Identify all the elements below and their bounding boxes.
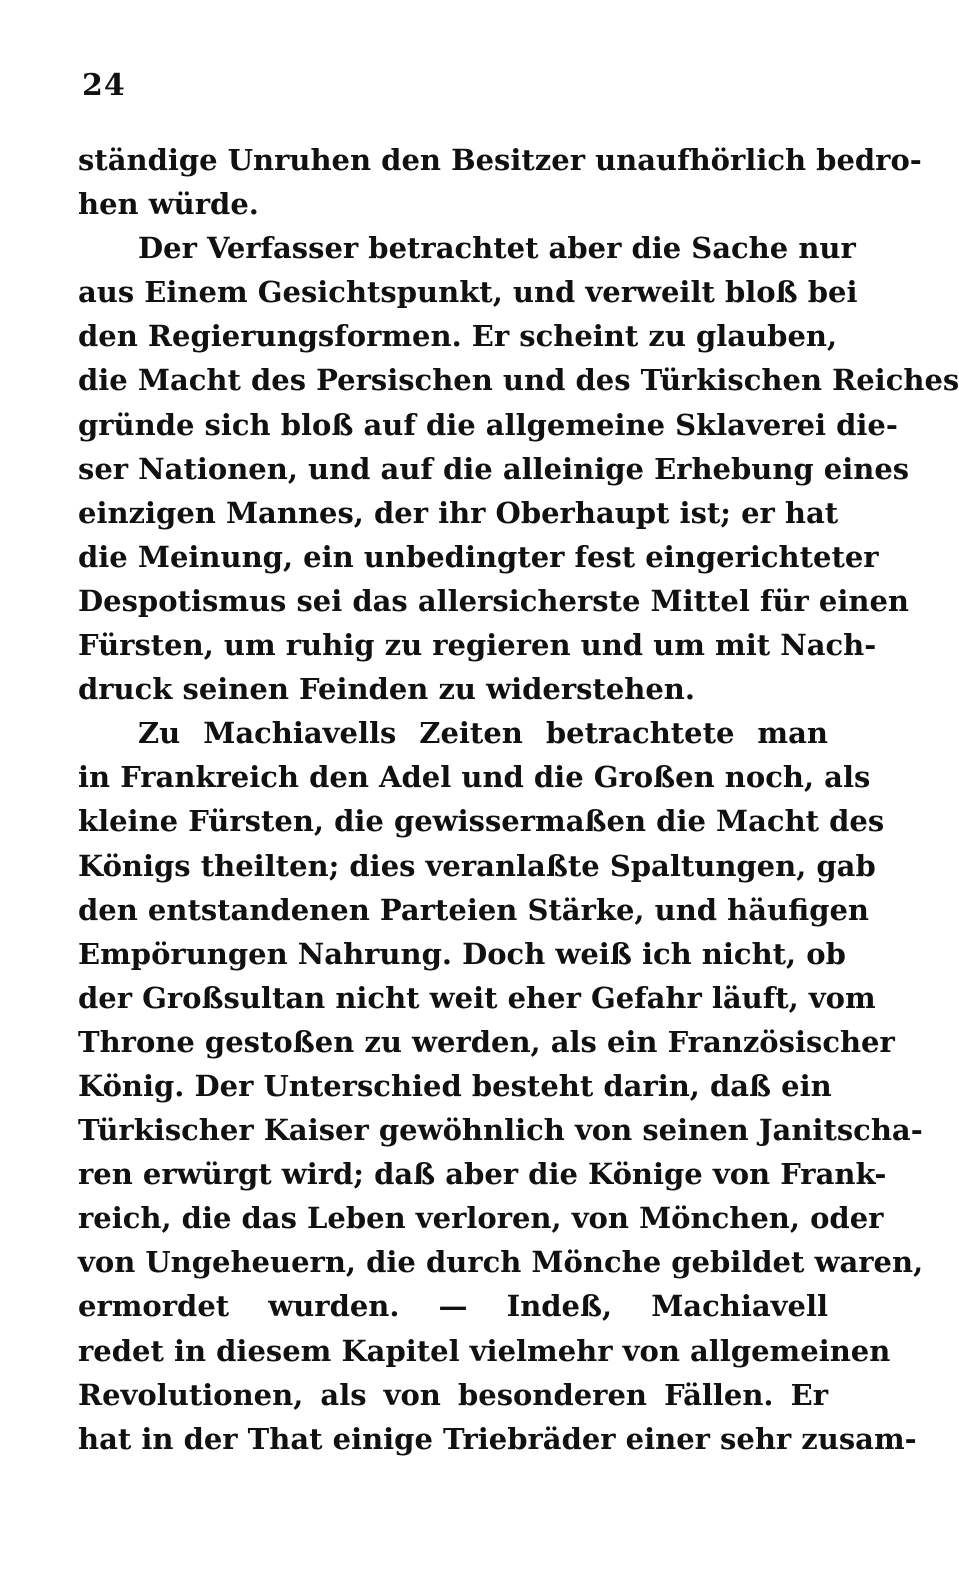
- text-line: Türkischer Kaiser gewöhnlich von seinen Janitscha-: [78, 1113, 923, 1148]
- text-line: ständige Unruhen den Besitzer unaufhörlich bedro-: [78, 143, 922, 177]
- text-line: ermordet wurden. — Indeß, Machiavell: [78, 1289, 828, 1324]
- text-line: den entstandenen Parteien Stärke, und häufigen: [78, 892, 870, 927]
- body-text: [78, 138, 959, 1461]
- text-line: aus Einem Gesichtspunkt, und verweilt bloß bei: [78, 275, 858, 310]
- page-number: 24: [82, 68, 126, 103]
- text-line: redet in diesem Kapitel vielmehr von allgemeinen: [78, 1333, 891, 1368]
- text-line: hen würde.: [78, 187, 259, 222]
- text-line: von Ungeheuern, die durch Mönche gebildet waren,: [78, 1245, 924, 1280]
- text-line: der Großsultan nicht weit eher Gefahr läuft, vom: [78, 980, 876, 1015]
- text-line: den Regierungsformen. Er scheint zu glauben,: [78, 319, 838, 354]
- text-line: einzigen Mannes, der ihr Oberhaupt ist; er hat: [78, 495, 839, 530]
- text-line: Empörungen Nahrung. Doch weiß ich nicht, ob: [78, 936, 846, 971]
- text-line: Despotismus sei das allersicherste Mittel für einen: [78, 583, 909, 618]
- paragraph-start-line: Zu Machiavells Zeiten betrachtete man: [138, 716, 828, 751]
- paragraph-start-line: Der Verfasser betrachtet aber die Sache nur: [138, 231, 856, 266]
- text-line: ren erwürgt wird; daß aber die Könige von Frank-: [78, 1157, 887, 1192]
- text-line: die Macht des Persischen und des Türkischen Reiches: [78, 363, 959, 398]
- text-line: Throne gestoßen zu werden, als ein Französischer: [78, 1024, 895, 1059]
- text-line: reich, die das Leben verloren, von Mönchen, oder: [78, 1201, 884, 1236]
- text-line: die Meinung, ein unbedingter fest eingerichteter: [78, 539, 879, 574]
- text-line: in Frankreich den Adel und die Großen noch, als: [78, 760, 871, 795]
- text-line: druck seinen Feinden zu widerstehen.: [78, 672, 695, 707]
- text-line: hat in der That einige Triebräder einer sehr zusam-: [78, 1421, 917, 1456]
- text-line: Fürsten, um ruhig zu regieren und um mit Nach-: [78, 628, 877, 663]
- text-line: König. Der Unterschied besteht darin, daß ein: [78, 1068, 832, 1103]
- text-line: ser Nationen, und auf die alleinige Erhebung eines: [78, 451, 910, 486]
- text-line: gründe sich bloß auf die allgemeine Sklaverei die-: [78, 407, 898, 442]
- text-line: kleine Fürsten, die gewissermaßen die Macht des: [78, 804, 885, 839]
- text-line: Königs theilten; dies veranlaßte Spaltungen, gab: [78, 848, 876, 883]
- text-line: Revolutionen, als von besonderen Fällen. Er: [78, 1377, 828, 1412]
